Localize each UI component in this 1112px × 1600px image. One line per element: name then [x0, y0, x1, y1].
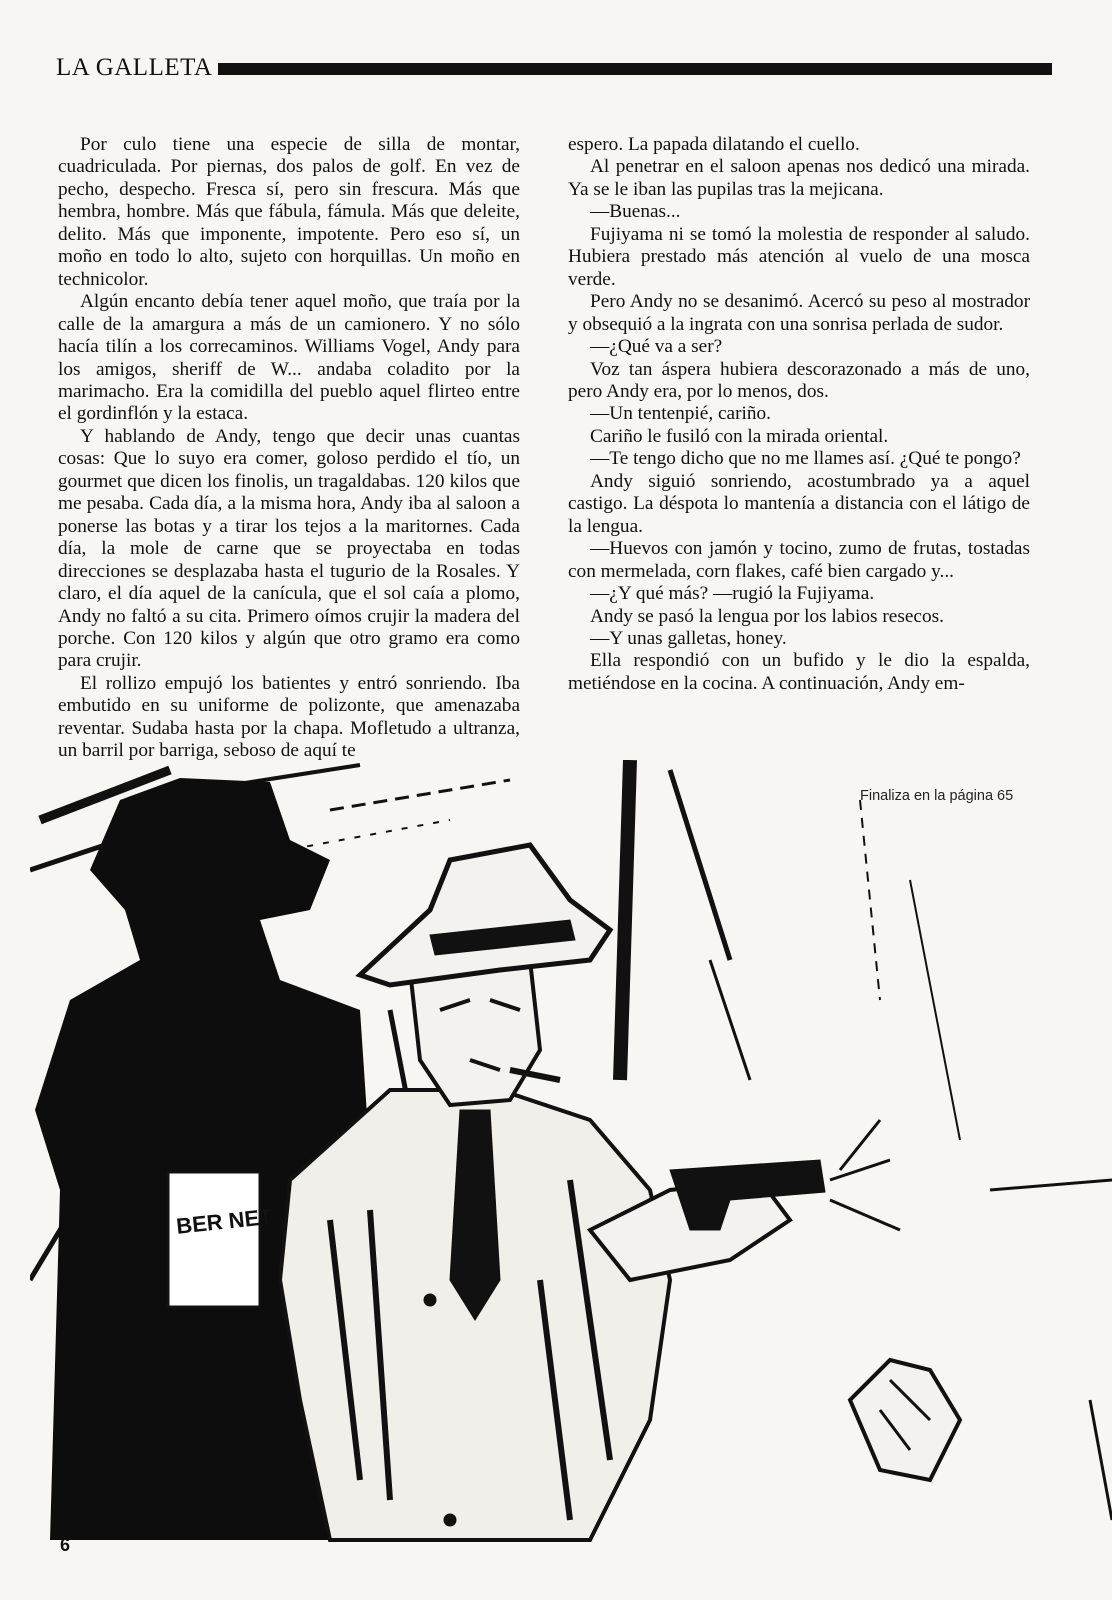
paragraph: Algún encanto debía tener aquel moño, que traía por la calle de la amargura a más de un camionero. Y no sólo hacía tilín a los correcaminos. Williams Vogel, Andy para los amigos, sheriff de W... andaba coladito por la marimacho. Era la comidilla del pueblo aquel flirteo entre el gordinflón y la estaca. — [58, 291, 520, 425]
paragraph: El rollizo empujó los batientes y entró sonriendo. Iba embutido en su uniforme de polizonte, que amenazaba reventar. Sudaba hasta por la chapa. Mofletudo a ultranza, un barril por barriga, seboso de aquí te — [58, 672, 520, 762]
paragraph: Andy siguió sonriendo, acostumbrado ya a aquel castigo. La déspota lo mantenía a distancia con el látigo de la lengua. — [568, 470, 1030, 537]
paragraph: Y hablando de Andy, tengo que decir unas cuantas cosas: Que lo suyo era comer, goloso perdido el tío, un gourmet que dicen los finolis, un tragaldabas. 120 kilos que me pesaba. Cada día, a la misma hora, Andy iba al saloon a ponerse las botas y a tirar los tejos a la maritornes. Cada día, la mole de carne que se proyectaba en todas direcciones se desplazaba hasta el tugurio de la Rosales. Y claro, el día aquel de la canícula, que el sol caía a plomo, Andy no faltó a su cita. Primero oímos crujir la madera del porche. Con 120 kilos y algún que otro gramo era como para crujir. — [58, 425, 520, 672]
left-column — [58, 134, 520, 763]
paragraph: —Te tengo dicho que no me llames así. ¿Qué te pongo? — [590, 448, 1021, 470]
header-rule — [218, 63, 1052, 75]
paragraph: Al penetrar en el saloon apenas nos dedicó una mirada. Ya se le iban las pupilas tras la mejicana. — [568, 156, 1030, 200]
paragraph: —¿Qué va a ser? — [590, 336, 723, 358]
continued-note: Finaliza en la página 65 — [860, 788, 1014, 804]
right-column — [568, 134, 1030, 695]
signature-box — [168, 1172, 260, 1307]
paragraph: Fujiyama ni se tomó la molestia de responder al saludo. Hubiera prestado más atención al vuelo de una mosca verde. — [568, 223, 1030, 290]
paragraph: —¿Y qué más? —rugió la Fujiyama. — [590, 583, 875, 605]
paragraph: Andy se pasó la lengua por los labios resecos. — [590, 605, 944, 627]
noir-illustration — [30, 760, 1112, 1560]
page-header — [56, 48, 1052, 88]
paragraph: Pero Andy no se desanimó. Acercó su peso al mostrador y obsequió a la ingrata con una sonrisa perlada de sudor. — [568, 291, 1030, 335]
paragraph: Por culo tiene una especie de silla de montar, cuadriculada. Por piernas, dos palos de golf. En vez de pecho, despecho. Fresca sí, pero sin frescura. Más que hembra, hombre. Más que fábula, fámula. Más que deleite, delito. Más que imponente, impotente. Pero eso sí, un moño en todo lo alto, sujeto con horquillas. Un moño en technicolor. — [58, 134, 520, 290]
paragraph: —Y unas galletas, honey. — [590, 627, 787, 649]
paragraph: Voz tan áspera hubiera descorazonado a más de uno, pero Andy era, por lo menos, dos. — [568, 358, 1030, 402]
paragraph-continuation: espero. La papada dilatando el cuello. — [568, 134, 860, 155]
artist-signature: BER NET — [175, 1203, 274, 1239]
magazine-title: LA GALLETA — [56, 54, 213, 81]
muzzle-flash — [830, 1120, 900, 1230]
paragraph: Ella respondió con un bufido y le dio la espalda, metiéndose en la cocina. A continuación, Andy em- — [568, 650, 1030, 694]
page-number: 6 — [60, 1535, 71, 1555]
paragraph: —Huevos con jamón y tocino, zumo de frutas, tostadas con mermelada, corn flakes, café bien cargado y... — [568, 538, 1030, 582]
paragraph: —Buenas... — [590, 201, 681, 223]
paragraph: —Un tentenpié, cariño. — [590, 403, 771, 425]
paragraph: Cariño le fusiló con la mirada oriental. — [590, 425, 889, 447]
